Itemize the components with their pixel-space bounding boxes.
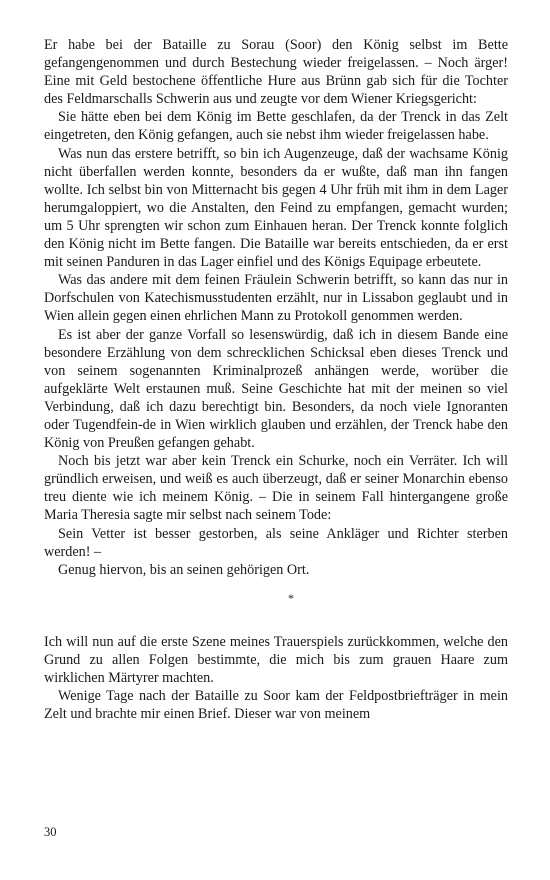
text-block-after-separator: [44, 633, 508, 723]
paragraph: Ich will nun auf die erste Szene meines Trauerspiels zurückkommen, welche den Grund zu allen Folgen bestimmte, die mich bis zum grauen Haare zum wirklichen Märtyrer machten.: [44, 633, 508, 686]
paragraph: Was nun das erstere betrifft, so bin ich Augenzeuge, daß der wachsame König nicht überfallen werden konnte, besonders da er wußte, daß man ihn fangen wollte. Ich selbst bin von Mitternacht bis gegen 4 Uhr früh mit ihm in dem Lager herumgaloppiert, wo die Anstalten, den Feind zu empfangen, gemacht wurden; um 5 Uhr sprengten wir schon zum Einhauen heran. Der Trenck konnte folglich den König nicht im Bette fangen. Die Bataille war bereits entschieden, da er erst mit seinen Panduren in das Lager einfiel und des Königs Equipage erbeutete.: [44, 145, 508, 271]
paragraph: Genug hiervon, bis an seinen gehörigen Ort.: [58, 561, 310, 578]
text-block-before-separator: [44, 36, 508, 579]
paragraph: Sie hätte eben bei dem König im Bette geschlafen, da der Trenck in das Zelt eingetreten, den König gefangen, auch sie nebst ihm wieder freigelassen habe.: [44, 109, 508, 144]
paragraph: Was das andere mit dem feinen Fräulein Schwerin betrifft, so kann das nur in Dorfschulen von Katechismusstudenten erzählt, nur in Lissabon geglaubt und in Wien allein gegen einen ehrlichen Mann zu Protokoll genommen werden.: [44, 272, 508, 325]
paragraph: Wenige Tage nach der Bataille zu Soor kam der Feldpostbriefträger in mein Zelt und brachte mir einen Brief. Dieser war von meinem: [44, 688, 508, 723]
page-number: 30: [44, 825, 57, 839]
book-page: [44, 36, 508, 723]
section-separator: *: [288, 590, 294, 605]
paragraph: Er habe bei der Bataille zu Sorau (Soor) den König selbst im Bette gefangengenommen und durch Bestechung wieder freigelassen. – Noch ärger! Eine mit Geld bestochene öffentliche Hure aus Brünn gab sich für die Tochter des Feldmarschalls Schwerin aus und zeugte vor dem Wiener Kriegsgericht:: [44, 37, 508, 108]
paragraph: Es ist aber der ganze Vorfall so lesenswürdig, daß ich in diesem Bande eine besondere Erzählung von dem schrecklichen Schicksal eben dieses Trenck und von seinem sogenannten Kriminalprozeß anhängen werde, worüber die aufgeklärte Welt erstaunen muß. Seine Geschichte hat mit der meinen so viel Verbindung, daß ich dazu berechtigt bin. Besonders, da noch viele Ignoranten oder Tugendfein-de in Wien wirklich glauben und erzählen, der Trenck habe den König von Preußen gefangen gehabt.: [44, 326, 508, 452]
paragraph: Noch bis jetzt war aber kein Trenck ein Schurke, noch ein Verräter. Ich will gründlich erweisen, und weiß es auch überzeugt, daß er seiner Monarchin ebenso treu diente wie ich meinem König. – Die in seinem Fall hintergangene große Maria Theresia sagte mir selbst nach seinem Tode:: [44, 453, 508, 524]
paragraph: Sein Vetter ist besser gestorben, als seine Ankläger und Richter sterben werden! –: [44, 525, 508, 560]
